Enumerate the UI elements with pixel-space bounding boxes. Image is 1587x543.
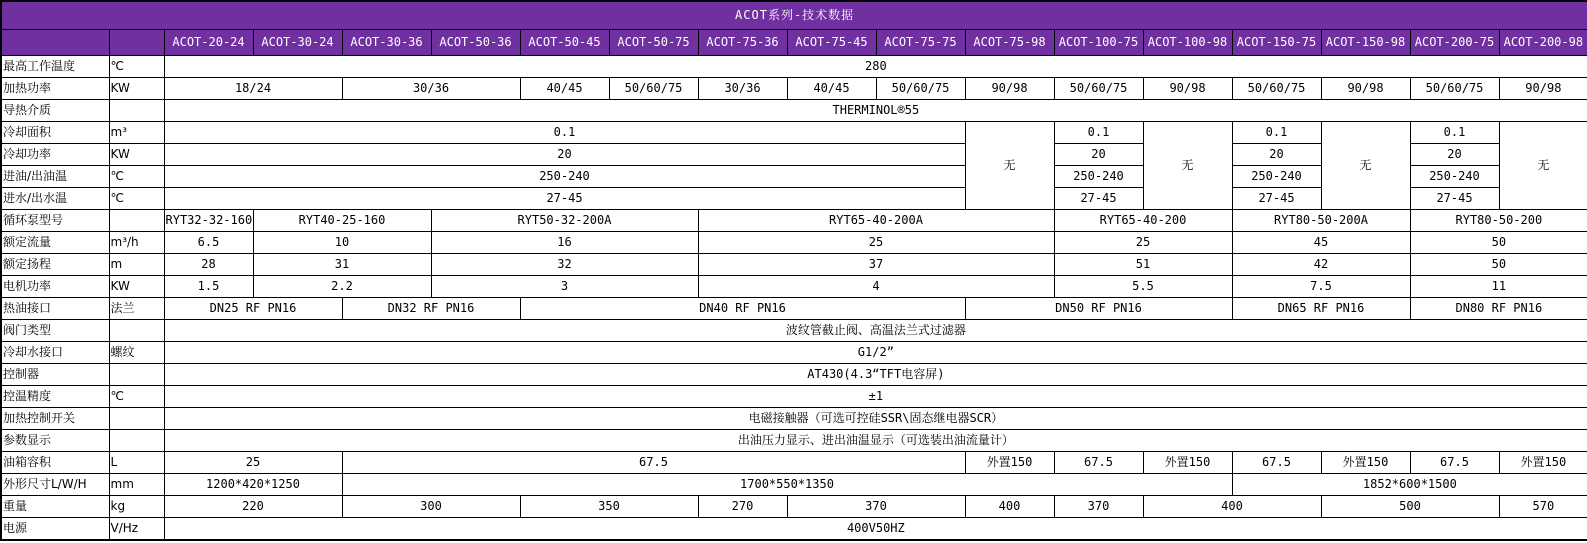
table-row [1,496,1587,518]
table-cell: RYT32-32-160 [164,210,253,232]
row-label: 重量 [1,496,109,518]
table-cell: 11 [1410,276,1587,298]
table-cell: 400 [965,496,1054,518]
table-cell: 250-240 [164,166,965,188]
row-label: 电机功率 [1,276,109,298]
table-cell: 270 [698,496,787,518]
table-cell: 570 [1499,496,1587,518]
row-unit: m³ [109,122,164,144]
table-cell: DN25 RF PN16 [164,298,342,320]
row-label: 冷却功率 [1,144,109,166]
table-cell: DN65 RF PN16 [1232,298,1410,320]
row-label: 阀门类型 [1,320,109,342]
table-cell: 1200*420*1250 [164,474,342,496]
column-header: ACOT-75-45 [787,30,876,56]
table-row [1,56,1587,78]
table-cell: 20 [1410,144,1499,166]
row-unit [109,320,164,342]
table-cell: RYT65-40-200 [1054,210,1232,232]
table-cell: 90/98 [1321,78,1410,100]
table-cell: 25 [164,452,342,474]
table-cell: 50/60/75 [876,78,965,100]
table-cell: 90/98 [1143,78,1232,100]
table-cell: G1/2” [164,342,1587,364]
table-cell: DN32 RF PN16 [342,298,520,320]
table-cell: 250-240 [1054,166,1143,188]
table-row [1,100,1587,122]
table-cell: 51 [1054,254,1232,276]
row-label: 循环泵型号 [1,210,109,232]
column-header: ACOT-75-36 [698,30,787,56]
corner-unit-cell [109,30,164,56]
table-cell: THERMINOL®55 [164,100,1587,122]
table-row [1,518,1587,541]
table-cell: 40/45 [520,78,609,100]
table-cell: 40/45 [787,78,876,100]
column-header: ACOT-50-36 [431,30,520,56]
table-cell: DN50 RF PN16 [965,298,1232,320]
table-cell: 50/60/75 [1410,78,1499,100]
table-cell: 37 [698,254,1054,276]
row-unit [109,100,164,122]
table-cell: 27-45 [164,188,965,210]
table-cell: 300 [342,496,520,518]
table-cell: RYT40-25-160 [253,210,431,232]
row-unit: L [109,452,164,474]
table-cell: 外置150 [965,452,1054,474]
table-row [1,386,1587,408]
row-label: 导热介质 [1,100,109,122]
row-unit: ℃ [109,188,164,210]
table-cell: 30/36 [342,78,520,100]
table-cell: 50/60/75 [1054,78,1143,100]
model-header-row [1,30,1587,56]
table-cell: 波纹管截止阀、高温法兰式过滤器 [164,320,1587,342]
row-label: 热油接口 [1,298,109,320]
row-unit: mm [109,474,164,496]
column-header: ACOT-50-75 [609,30,698,56]
row-unit [109,364,164,386]
table-cell: 20 [1232,144,1321,166]
row-label: 电源 [1,518,109,541]
table-cell: 5.5 [1054,276,1232,298]
table-row [1,408,1587,430]
table-cell: 0.1 [1054,122,1143,144]
row-label: 冷却水接口 [1,342,109,364]
table-cell: 18/24 [164,78,342,100]
row-unit: ℃ [109,56,164,78]
row-label: 控温精度 [1,386,109,408]
row-unit: m [109,254,164,276]
row-unit: m³/h [109,232,164,254]
table-row [1,474,1587,496]
table-cell: 6.5 [164,232,253,254]
table-cell: ±1 [164,386,1587,408]
table-row [1,78,1587,100]
table-cell: 90/98 [965,78,1054,100]
table-row [1,254,1587,276]
row-unit: ℃ [109,386,164,408]
table-cell: 外置150 [1143,452,1232,474]
row-unit: kg [109,496,164,518]
table-row [1,298,1587,320]
row-label: 进水/出水温 [1,188,109,210]
table-cell: 50/60/75 [1232,78,1321,100]
table-row [1,276,1587,298]
table-row [1,210,1587,232]
table-cell: DN40 RF PN16 [520,298,965,320]
row-unit [109,408,164,430]
table-cell: 370 [1054,496,1143,518]
table-cell: 1700*550*1350 [342,474,1232,496]
corner-label-cell [1,30,109,56]
table-cell: 25 [698,232,1054,254]
table-cell: RYT50-32-200A [431,210,698,232]
column-header: ACOT-100-75 [1054,30,1143,56]
row-unit: ℃ [109,166,164,188]
table-cell: 0.1 [1410,122,1499,144]
column-header: ACOT-50-45 [520,30,609,56]
table-cell: 无 [1499,122,1587,210]
row-label: 冷却面积 [1,122,109,144]
table-cell: 16 [431,232,698,254]
column-header: ACOT-75-75 [876,30,965,56]
table-cell: 10 [253,232,431,254]
table-cell: 7.5 [1232,276,1410,298]
table-cell: RYT80-50-200A [1232,210,1410,232]
table-cell: 280 [164,56,1587,78]
row-label: 额定流量 [1,232,109,254]
column-header: ACOT-100-98 [1143,30,1232,56]
table-cell: 370 [787,496,965,518]
column-header: ACOT-200-98 [1499,30,1587,56]
row-label: 油箱容积 [1,452,109,474]
table-cell: 0.1 [1232,122,1321,144]
table-row [1,430,1587,452]
table-cell: 27-45 [1054,188,1143,210]
table-cell: RYT65-40-200A [698,210,1054,232]
table-cell: 外置150 [1321,452,1410,474]
table-cell: 20 [164,144,965,166]
table-cell: 27-45 [1232,188,1321,210]
table-cell: 32 [431,254,698,276]
row-label: 外形尺寸L/W/H [1,474,109,496]
table-row [1,232,1587,254]
table-cell: 400 [1143,496,1321,518]
row-label: 最高工作温度 [1,56,109,78]
table-cell: 31 [253,254,431,276]
row-label: 额定扬程 [1,254,109,276]
row-unit: KW [109,276,164,298]
column-header: ACOT-30-36 [342,30,431,56]
table-cell: 0.1 [164,122,965,144]
table-row [1,320,1587,342]
table-cell: 1852*600*1500 [1232,474,1587,496]
row-unit [109,210,164,232]
table-cell: 250-240 [1410,166,1499,188]
table-cell: 2.2 [253,276,431,298]
row-unit: KW [109,144,164,166]
table-cell: 电磁接触器（可选可控硅SSR\固态继电器SCR） [164,408,1587,430]
table-cell: 无 [1143,122,1232,210]
column-header: ACOT-20-24 [164,30,253,56]
table-cell: RYT80-50-200 [1410,210,1587,232]
table-cell: DN80 RF PN16 [1410,298,1587,320]
table-cell: 45 [1232,232,1410,254]
table-cell: 67.5 [342,452,965,474]
table-cell: 20 [1054,144,1143,166]
table-cell: 1.5 [164,276,253,298]
row-unit: 法兰 [109,298,164,320]
table-cell: 67.5 [1410,452,1499,474]
column-header: ACOT-150-75 [1232,30,1321,56]
table-cell: 400V50HZ [164,518,1587,541]
table-cell: 25 [1054,232,1232,254]
column-header: ACOT-30-24 [253,30,342,56]
table-cell: 42 [1232,254,1410,276]
table-cell: 67.5 [1054,452,1143,474]
table-title: ACOT系列-技术数据 [1,1,1587,30]
table-row [1,342,1587,364]
table-row [1,452,1587,474]
table-cell: 出油压力显示、进出油温显示（可选装出油流量计） [164,430,1587,452]
table-cell: 30/36 [698,78,787,100]
table-cell: 500 [1321,496,1499,518]
table-cell: 无 [965,122,1054,210]
table-cell: 90/98 [1499,78,1587,100]
table-row [1,122,1587,144]
column-header: ACOT-200-75 [1410,30,1499,56]
table-cell: 4 [698,276,1054,298]
table-cell: 50/60/75 [609,78,698,100]
table-cell: 无 [1321,122,1410,210]
table-row [1,364,1587,386]
row-label: 控制器 [1,364,109,386]
table-cell: 250-240 [1232,166,1321,188]
row-label: 参数显示 [1,430,109,452]
table-cell: 27-45 [1410,188,1499,210]
row-label: 进油/出油温 [1,166,109,188]
column-header: ACOT-150-98 [1321,30,1410,56]
table-cell: 350 [520,496,698,518]
table-cell: 50 [1410,254,1587,276]
table-cell: 3 [431,276,698,298]
table-cell: AT430(4.3“TFT电容屏) [164,364,1587,386]
column-header: ACOT-75-98 [965,30,1054,56]
table-cell: 67.5 [1232,452,1321,474]
row-label: 加热功率 [1,78,109,100]
row-unit: V/Hz [109,518,164,541]
row-unit: 螺纹 [109,342,164,364]
row-unit: KW [109,78,164,100]
row-unit [109,430,164,452]
row-label: 加热控制开关 [1,408,109,430]
table-cell: 220 [164,496,342,518]
table-cell: 外置150 [1499,452,1587,474]
table-cell: 28 [164,254,253,276]
table-cell: 50 [1410,232,1587,254]
